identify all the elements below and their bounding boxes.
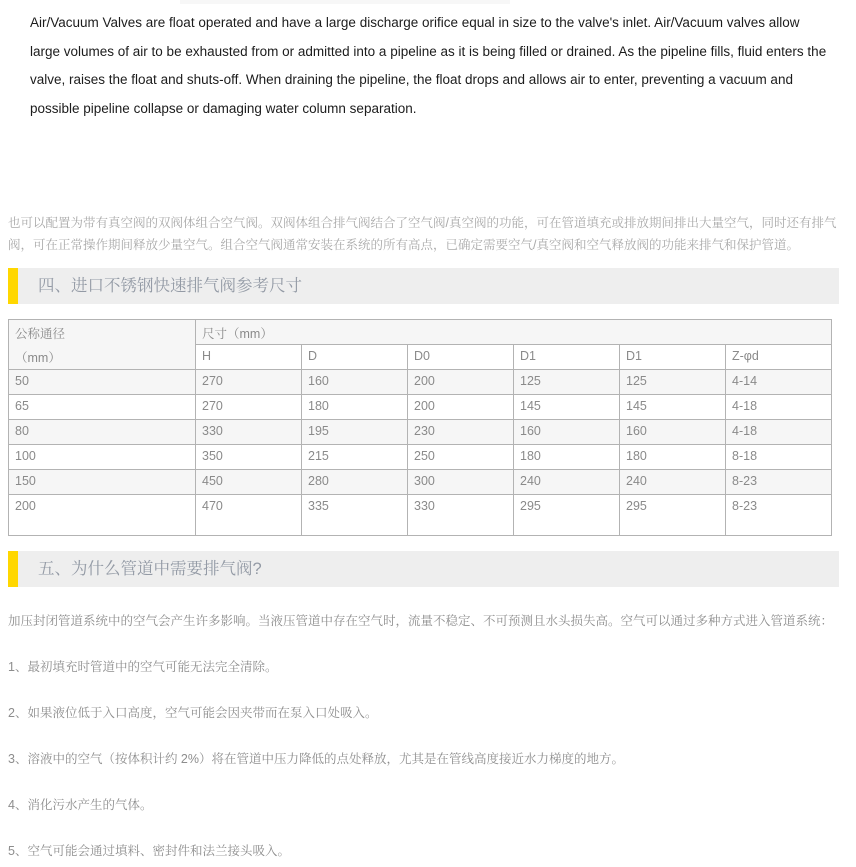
table-row	[9, 470, 832, 495]
yellow-accent-bar	[8, 268, 18, 304]
cell-d: 335	[302, 495, 408, 536]
cell-h: 470	[196, 495, 302, 536]
section-four-header	[8, 268, 839, 304]
cell-dn: 200	[9, 495, 196, 536]
cell-d1: 295	[514, 495, 620, 536]
table-row	[9, 445, 832, 470]
diameter-unit-label: （mm）	[15, 351, 61, 365]
column-header-d1b: D1	[620, 345, 726, 370]
column-header-h: H	[196, 345, 302, 370]
cell-d1b: 240	[620, 470, 726, 495]
cell-d1: 240	[514, 470, 620, 495]
cell-dn: 150	[9, 470, 196, 495]
cell-d1: 145	[514, 395, 620, 420]
section-five-title: 五、为什么管道中需要排气阀?	[38, 560, 262, 578]
cell-d1b: 145	[620, 395, 726, 420]
cell-d1: 180	[514, 445, 620, 470]
cell-d0: 230	[408, 420, 514, 445]
column-header-d: D	[302, 345, 408, 370]
diameter-header-cell	[9, 320, 196, 370]
cell-d1: 160	[514, 420, 620, 445]
cell-z: 8-23	[726, 470, 832, 495]
table-row	[9, 370, 832, 395]
column-header-zphid: Z-φd	[726, 345, 832, 370]
cell-d: 180	[302, 395, 408, 420]
cell-h: 330	[196, 420, 302, 445]
cell-z: 4-18	[726, 420, 832, 445]
why-list-item: 5、空气可能会通过填料、密封件和法兰接头吸入。	[8, 844, 290, 858]
dimensions-table	[8, 319, 832, 536]
cell-h: 270	[196, 370, 302, 395]
why-list-item: 2、如果液位低于入口高度，空气可能会因夹带而在泵入口处吸入。	[8, 706, 378, 720]
cell-h: 350	[196, 445, 302, 470]
size-header-cell: 尺寸（mm）	[196, 320, 832, 345]
section-five-header	[8, 551, 839, 587]
cell-d1b: 180	[620, 445, 726, 470]
cell-d: 215	[302, 445, 408, 470]
why-list-item: 4、消化污水产生的气体。	[8, 798, 153, 812]
cell-z: 4-14	[726, 370, 832, 395]
intro-chinese-paragraph: 也可以配置为带有真空阀的双阀体组合空气阀。双阀体组合排气阀结合了空气阀/真空阀的功能，可在管道填充或排放期间排出大量空气，同时还有排气阀，可在正常操作期间释放少量空气。组合空气阀通常安装在系统的所有高点，已确定需要空气/真空阀和空气释放阀的功能来排气和保护管道。	[8, 216, 837, 252]
cell-d0: 300	[408, 470, 514, 495]
cell-d: 160	[302, 370, 408, 395]
yellow-accent-bar	[8, 551, 18, 587]
column-header-d1: D1	[514, 345, 620, 370]
table-row	[9, 495, 832, 536]
cell-dn: 100	[9, 445, 196, 470]
cell-z: 8-23	[726, 495, 832, 536]
intro-english-paragraph: Air/Vacuum Valves are float operated and have a large discharge orifice equal in size to the valve's inlet. Air/Vacuum valves allow large volumes of air to be exhausted from or admitted into a pipeline as it is being filled or drained. As the pipeline fills, fluid enters the valve, raises the float and shuts-off. When draining the pipeline, the float drops and allows air to enter, preventing a vacuum and possible pipeline collapse or damaging water column separation.	[30, 15, 827, 116]
cell-dn: 65	[9, 395, 196, 420]
cell-d1: 125	[514, 370, 620, 395]
cell-d1b: 295	[620, 495, 726, 536]
cell-d0: 200	[408, 370, 514, 395]
cell-d1b: 160	[620, 420, 726, 445]
cell-z: 8-18	[726, 445, 832, 470]
diameter-header-label: 公称通径	[15, 327, 66, 341]
why-list-item: 3、溶液中的空气（按体积计约 2%）将在管道中压力降低的点处释放，尤其是在管线高度接近水力梯度的地方。	[8, 752, 624, 766]
cell-d: 195	[302, 420, 408, 445]
why-intro-paragraph: 加压封闭管道系统中的空气会产生许多影响。当液压管道中存在空气时，流量不稳定、不可预测且水头损失高。空气可以通过多种方式进入管道系统：	[8, 614, 834, 628]
why-list-item: 1、最初填充时管道中的空气可能无法完全清除。	[8, 660, 278, 674]
cell-d0: 330	[408, 495, 514, 536]
cut-off-element-strip	[180, 0, 510, 4]
table-row	[9, 420, 832, 445]
cell-dn: 50	[9, 370, 196, 395]
cell-dn: 80	[9, 420, 196, 445]
cell-h: 450	[196, 470, 302, 495]
cell-h: 270	[196, 395, 302, 420]
cell-d0: 200	[408, 395, 514, 420]
cell-d: 280	[302, 470, 408, 495]
cell-z: 4-18	[726, 395, 832, 420]
table-header-row	[9, 320, 832, 345]
cell-d0: 250	[408, 445, 514, 470]
cell-d1b: 125	[620, 370, 726, 395]
table-row	[9, 395, 832, 420]
column-header-d0: D0	[408, 345, 514, 370]
section-four-title: 四、进口不锈钢快速排气阀参考尺寸	[38, 277, 302, 295]
